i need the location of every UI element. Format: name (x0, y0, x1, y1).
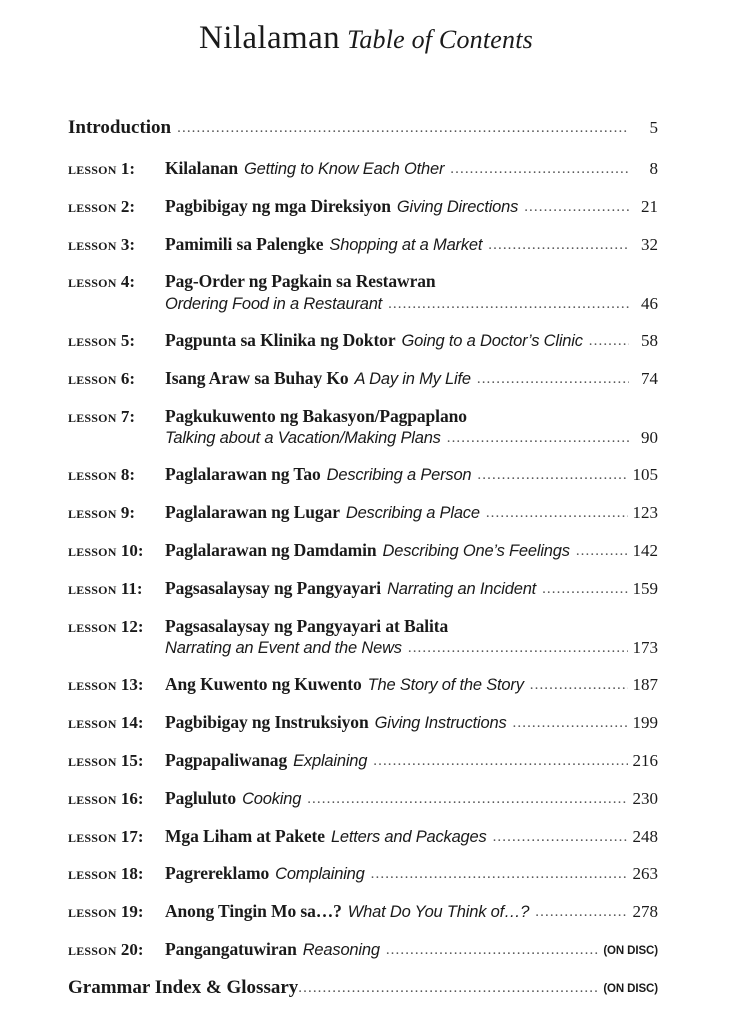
entry-title-english: A Day in My Life (354, 369, 471, 388)
toc-entry-lesson-10[interactable] (68, 540, 658, 561)
page-number: 173 (632, 637, 658, 657)
lesson-word: lesson (68, 939, 117, 959)
entry-body (165, 939, 658, 960)
entry-title-english: The Story of the Story (367, 676, 524, 695)
lesson-word: lesson (68, 578, 117, 598)
lesson-word: lesson (68, 196, 117, 216)
dot-leader (576, 543, 628, 560)
entry-title-english: Getting to Know Each Other (244, 160, 445, 178)
entry-title-english: Describing One’s Feelings (382, 542, 570, 561)
toc-entry-lesson-20[interactable] (68, 939, 658, 960)
entry-body (165, 788, 658, 809)
page-number: 46 (641, 293, 658, 313)
entry-body (165, 712, 658, 733)
lesson-label: lesson 14: (68, 713, 144, 733)
lesson-number: 16 (120, 788, 138, 808)
entry-title-english: Shopping at a Market (329, 235, 483, 254)
lesson-word: lesson (68, 864, 117, 884)
lesson-number: 15 (120, 750, 138, 770)
lesson-word: lesson (68, 406, 117, 426)
dot-leader (530, 677, 628, 694)
page-number: 187 (632, 675, 658, 695)
lesson-number: 5 (120, 331, 130, 351)
entry-title-native: Pagpapaliwanag (165, 749, 288, 770)
toc-entry-grammar-index-glossary[interactable] (68, 977, 658, 999)
entry-title-native: Pag-Order ng Pagkain sa Restawran (165, 271, 436, 292)
lesson-number: 9 (120, 503, 130, 523)
entry-title-native: Ang Kuwento ng Kuwento (165, 674, 362, 695)
lesson-label: lesson 16: (68, 788, 144, 808)
lesson-number: 4 (120, 272, 130, 292)
lesson-number: 17 (120, 826, 138, 846)
entry-title-english: Going to a Doctor’s Clinic (401, 332, 583, 351)
lesson-label: lesson 10: (68, 541, 144, 561)
lesson-word: lesson (68, 234, 117, 254)
lesson-number: 8 (120, 465, 130, 485)
entry-title-native: Pagkukuwento ng Bakasyon/Pagpaplano (165, 405, 467, 426)
lesson-label: lesson 6: (68, 368, 135, 388)
entry-title-native: Paglalarawan ng Lugar (165, 502, 340, 523)
entry-body (165, 540, 658, 561)
entry-title-native: Paglalarawan ng Damdamin (165, 540, 377, 561)
entry-title-english: Cooking (242, 789, 302, 808)
entry-title-english: Giving Instructions (374, 714, 507, 733)
lesson-word: lesson (68, 750, 117, 770)
entry-title-native: Kilalanan (165, 158, 239, 178)
page-number: 5 (649, 118, 658, 137)
dot-leader (371, 866, 628, 883)
page-number: 248 (632, 826, 658, 846)
page-number: 142 (632, 541, 658, 561)
toc-entry-lesson-14[interactable] (68, 712, 658, 733)
lesson-label: lesson 15: (68, 750, 144, 770)
lesson-number: 7 (120, 406, 130, 426)
entry-body (165, 674, 658, 695)
entry-title-english: Talking about a Vacation/Making Plans (165, 429, 441, 448)
dot-leader (450, 161, 629, 178)
lesson-label: lesson 3: (68, 234, 135, 254)
toc-entry-lesson-9[interactable] (68, 502, 658, 523)
dot-leader (493, 829, 628, 846)
lesson-label: lesson 13: (68, 675, 144, 695)
entry-title: Introduction (68, 117, 172, 138)
entry-title-english: Describing a Place (345, 504, 480, 523)
page-number: 8 (649, 159, 658, 178)
lesson-label: lesson 17: (68, 826, 144, 846)
page-number: 278 (632, 902, 658, 922)
lesson-label: lesson 4: (68, 272, 135, 292)
lesson-number: 2 (120, 196, 130, 216)
page-number: 263 (632, 864, 658, 884)
dot-leader (298, 980, 598, 997)
page-title-native: Nilalaman (199, 20, 341, 56)
toc-entry-lesson-4[interactable] (68, 271, 658, 313)
lesson-word: lesson (68, 616, 117, 636)
entry-title-english: Describing a Person (326, 466, 472, 485)
dot-leader (488, 237, 629, 254)
lesson-word: lesson (68, 272, 117, 292)
entry-title-native: Paglalarawan ng Tao (165, 464, 321, 485)
page-number: 230 (632, 788, 658, 808)
page-number: 21 (641, 196, 658, 216)
lesson-label: lesson 5: (68, 331, 135, 351)
entry-body (165, 158, 658, 179)
entry-second-line (68, 428, 658, 448)
entry-title-native: Pagbibigay ng mga Direksiyon (165, 195, 391, 216)
entry-second-line (68, 294, 658, 314)
dot-leader (524, 199, 629, 216)
page-header (0, 0, 732, 57)
toc-entry-lesson-19[interactable] (68, 901, 658, 922)
dot-leader (307, 791, 627, 808)
toc-entry-lesson-16[interactable] (68, 788, 658, 809)
toc-entry-lesson-1[interactable] (68, 158, 658, 179)
lesson-word: lesson (68, 788, 117, 808)
lesson-word: lesson (68, 541, 117, 561)
page-number: 32 (641, 234, 658, 254)
lesson-label: lesson 7: (68, 406, 135, 426)
page-number: 90 (641, 428, 658, 448)
dot-leader (408, 640, 628, 657)
toc-entry-lesson-6[interactable] (68, 368, 658, 389)
entry-title-english: Explaining (293, 751, 368, 770)
toc-entry-lesson-5[interactable] (68, 330, 658, 351)
toc-entry-lesson-3[interactable] (68, 234, 658, 255)
page-number: 216 (632, 750, 658, 770)
dot-leader (589, 333, 629, 350)
lesson-label: lesson 1: (68, 159, 135, 178)
lesson-number: 19 (120, 902, 138, 922)
toc-entry-lesson-2[interactable] (68, 196, 658, 217)
entry-title: Grammar Index & Glossary (68, 976, 299, 998)
lesson-number: 18 (120, 864, 138, 884)
entry-body (165, 234, 658, 255)
entry-title-english: Letters and Packages (330, 827, 487, 846)
entry-first-line (68, 616, 658, 637)
lesson-word: lesson (68, 826, 117, 846)
entry-title-native: Mga Liham at Pakete (165, 825, 325, 846)
lesson-number: 11 (120, 578, 137, 598)
toc-entry-lesson-8[interactable] (68, 464, 658, 485)
dot-leader (477, 467, 627, 484)
entry-body (165, 826, 658, 847)
entry-body (165, 863, 658, 884)
entry-title-native: Pagluluto (165, 787, 237, 808)
entry-title-english: Narrating an Incident (387, 579, 537, 598)
page-number: 199 (632, 713, 658, 733)
lesson-label: lesson 20: (68, 939, 144, 959)
toc-entry-lesson-7[interactable] (68, 406, 658, 448)
lesson-label: lesson 12: (68, 616, 144, 636)
lesson-word: lesson (68, 368, 117, 388)
lesson-number: 10 (120, 541, 138, 561)
toc-entry-lesson-11[interactable] (68, 578, 658, 599)
entry-title-english: Narrating an Event and the News (165, 638, 402, 657)
lesson-number: 3 (120, 234, 130, 254)
entry-second-line (68, 638, 658, 658)
lesson-number: 14 (120, 713, 138, 733)
entry-body (165, 330, 658, 351)
entry-title-english: What Do You Think of…? (347, 903, 530, 922)
table-of-contents-list (68, 117, 658, 999)
dot-leader (542, 581, 627, 598)
entry-title-english: Ordering Food in a Restaurant (165, 294, 383, 313)
lesson-word: lesson (68, 713, 117, 733)
dot-leader (386, 942, 599, 959)
toc-entry-lesson-12[interactable] (68, 616, 658, 658)
toc-entry-lesson-17[interactable] (68, 826, 658, 847)
lesson-number: 12 (120, 616, 138, 636)
lesson-word: lesson (68, 159, 117, 178)
dot-leader (535, 904, 627, 921)
on-disc-badge: (ON DISC) (603, 944, 658, 957)
entry-title-native: Isang Araw sa Buhay Ko (165, 367, 349, 388)
entry-title-native: Pagrereklamo (165, 863, 270, 884)
lesson-number: 20 (120, 939, 138, 959)
entry-body (165, 750, 658, 771)
lesson-label: lesson 2: (68, 196, 135, 216)
dot-leader (373, 753, 627, 770)
lesson-label: lesson 19: (68, 902, 144, 922)
entry-body (165, 196, 658, 217)
lesson-label: lesson 8: (68, 465, 135, 485)
page-number: 159 (632, 578, 658, 598)
entry-body (165, 578, 658, 599)
entry-title-english: Complaining (275, 865, 365, 884)
lesson-word: lesson (68, 902, 117, 922)
lesson-number: 1 (120, 159, 130, 178)
entry-first-line (68, 271, 658, 292)
toc-entry-lesson-18[interactable] (68, 863, 658, 884)
entry-title-native: Pagsasalaysay ng Pangyayari (165, 577, 382, 598)
entry-body (165, 502, 658, 523)
page-number: 123 (632, 503, 658, 523)
entry-first-line (68, 406, 658, 427)
lesson-word: lesson (68, 675, 117, 695)
lesson-number: 13 (120, 675, 138, 695)
dot-leader (447, 430, 629, 447)
entry-title-english: Giving Directions (396, 197, 519, 216)
lesson-word: lesson (68, 331, 117, 351)
page-title-english: Table of Contents (347, 25, 533, 54)
dot-leader (486, 505, 628, 522)
page-number: 58 (641, 331, 658, 351)
dot-leader (513, 715, 628, 732)
entry-title-native: Pangangatuwiran (165, 938, 297, 959)
dot-leader (177, 120, 629, 137)
entry-title-english: Reasoning (302, 940, 380, 959)
toc-entry-lesson-13[interactable] (68, 674, 658, 695)
lesson-number: 6 (120, 368, 130, 388)
dot-leader (477, 371, 629, 388)
entry-body (165, 368, 658, 389)
entry-title-native: Pagbibigay ng Instruksiyon (165, 712, 369, 733)
entry-title-native: Pamimili sa Palengke (165, 233, 324, 254)
entry-title-native: Pagpunta sa Klinika ng Doktor (165, 330, 396, 351)
lesson-word: lesson (68, 465, 117, 485)
lesson-word: lesson (68, 503, 117, 523)
entry-title-native: Anong Tingin Mo sa…? (165, 901, 342, 922)
lesson-label: lesson 9: (68, 503, 135, 523)
dot-leader (388, 296, 629, 313)
on-disc-badge: (ON DISC) (603, 982, 658, 995)
page-number: 74 (641, 368, 658, 388)
entry-body (165, 901, 658, 922)
lesson-label: lesson 18: (68, 864, 144, 884)
page-number: 105 (632, 465, 658, 485)
entry-title-native: Pagsasalaysay ng Pangyayari at Balita (165, 615, 449, 636)
toc-entry-introduction[interactable] (68, 117, 658, 139)
entry-body (165, 464, 658, 485)
toc-entry-lesson-15[interactable] (68, 750, 658, 771)
lesson-label: lesson 11: (68, 578, 143, 598)
